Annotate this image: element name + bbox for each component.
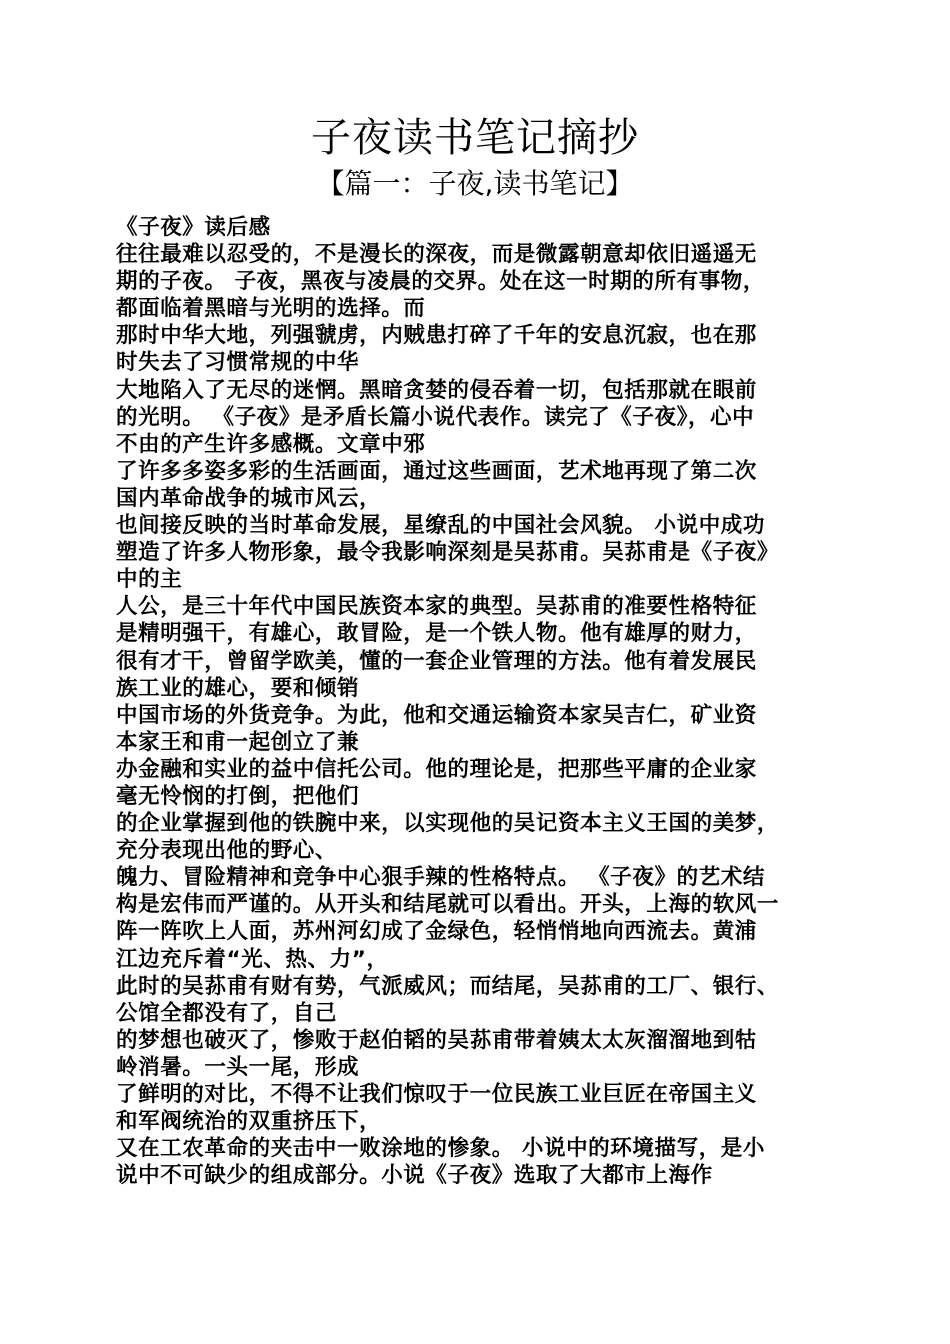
body-line: 塑造了许多人物形象，最令我影响深刻是吴荪甫。吴荪甫是《子夜》 <box>116 540 780 566</box>
body-line: 和军阀统治的双重挤压下， <box>116 1109 382 1135</box>
body-line: 往往最难以忍受的，不是漫长的深夜，而是微露朝意却依旧遥遥无 <box>116 242 757 268</box>
document-title: 子夜读书笔记摘抄 <box>311 115 639 161</box>
body-line: 不由的产生许多感概。文章中邪 <box>116 431 426 457</box>
body-line: 此时的吴荪甫有财有势，气派威风；而结尾，吴荪甫的工厂、银行、 <box>116 973 780 999</box>
body-line: 《子夜》读后感 <box>116 215 271 240</box>
body-line: 的梦想也破灭了，惨败于赵伯韬的吴荪甫带着姨太太灰溜溜地到牯 <box>116 1027 757 1053</box>
body-line: 了鲜明的对比，不得不让我们惊叹于一位民族工业巨匠在帝国主义 <box>116 1082 757 1107</box>
body-line: 了许多多姿多彩的生活画面，通过这些画面，艺术地再现了第二次 <box>116 458 757 484</box>
body-line: 充分表现出他的野心、 <box>116 838 338 864</box>
body-line: 都面临着黑暗与光明的选择。而 <box>116 296 426 322</box>
body-line: 人公，是三十年代中国民族资本家的典型。吴荪甫的准要性格特征 <box>116 594 757 620</box>
body-line: 是精明强干，有雄心，敢冒险，是一个铁人物。他有雄厚的财力， <box>116 621 757 647</box>
body-line: 的企业掌握到他的铁腕中来，以实现他的吴记资本主义王国的美梦， <box>116 811 780 837</box>
body-line: 期的子夜。 子夜，黑夜与凌晨的交界。处在这一时期的所有事物， <box>116 269 765 295</box>
document-body <box>116 214 836 1189</box>
body-line: 也间接反映的当时革命发展，星缭乱的中国社会风貌。 小说中成功 <box>116 513 765 539</box>
body-line: 公馆全都没有了，自己 <box>116 1000 338 1026</box>
body-line: 阵一阵吹上人面，苏州河幻成了金绿色，轻悄悄地向西流去。黄浦 <box>116 919 757 945</box>
body-line: 很有才干，曾留学欧美，懂的一套企业管理的方法。他有着发展民 <box>116 648 757 674</box>
body-line: 毫无怜悯的打倒，把他们 <box>116 783 360 809</box>
body-line: 说中不可缺少的组成部分。小说《子夜》选取了大都市上海作 <box>116 1163 713 1189</box>
body-line: 国内革命战争的城市风云， <box>116 485 382 511</box>
body-line: 构是宏伟而严谨的。从开头和结尾就可以看出。开头，上海的软风一 <box>116 892 780 918</box>
body-line: 那时中华大地，列强虢虏，内贼患打碎了千年的安息沉寂，也在那 <box>116 323 757 349</box>
body-line: 办金融和实业的益中信托公司。他的理论是，把那些平庸的企业家 <box>116 756 757 782</box>
body-line: 的光明。 《子夜》是矛盾长篇小说代表作。读完了《子夜》，心中 <box>116 404 755 430</box>
body-line: 大地陷入了无尽的迷惘。黑暗贪婪的侵吞着一切，包括那就在眼前 <box>116 377 757 403</box>
body-line: 中的主 <box>116 567 183 593</box>
body-line: 族工业的雄心，要和倾销 <box>116 675 360 701</box>
body-line: 又在工农革命的夹击中一败涂地的惨象。 小说中的环境描写，是小 <box>116 1136 765 1162</box>
body-line: 中国市场的外货竞争。为此，他和交通运输资本家吴吉仁，矿业资 <box>116 702 757 728</box>
body-line: 岭消暑。一头一尾，形成 <box>116 1054 360 1080</box>
body-line: 江边充斥着“光、热、力”， <box>116 946 389 972</box>
body-line: 本家王和甫一起创立了兼 <box>116 729 360 755</box>
document-subtitle: 【篇一：子夜,读书笔记】 <box>316 167 634 200</box>
body-line: 时失去了习惯常规的中华 <box>116 350 360 376</box>
body-line: 魄力、冒险精神和竞争中心狠手辣的性格特点。 《子夜》的艺术结 <box>116 865 765 891</box>
